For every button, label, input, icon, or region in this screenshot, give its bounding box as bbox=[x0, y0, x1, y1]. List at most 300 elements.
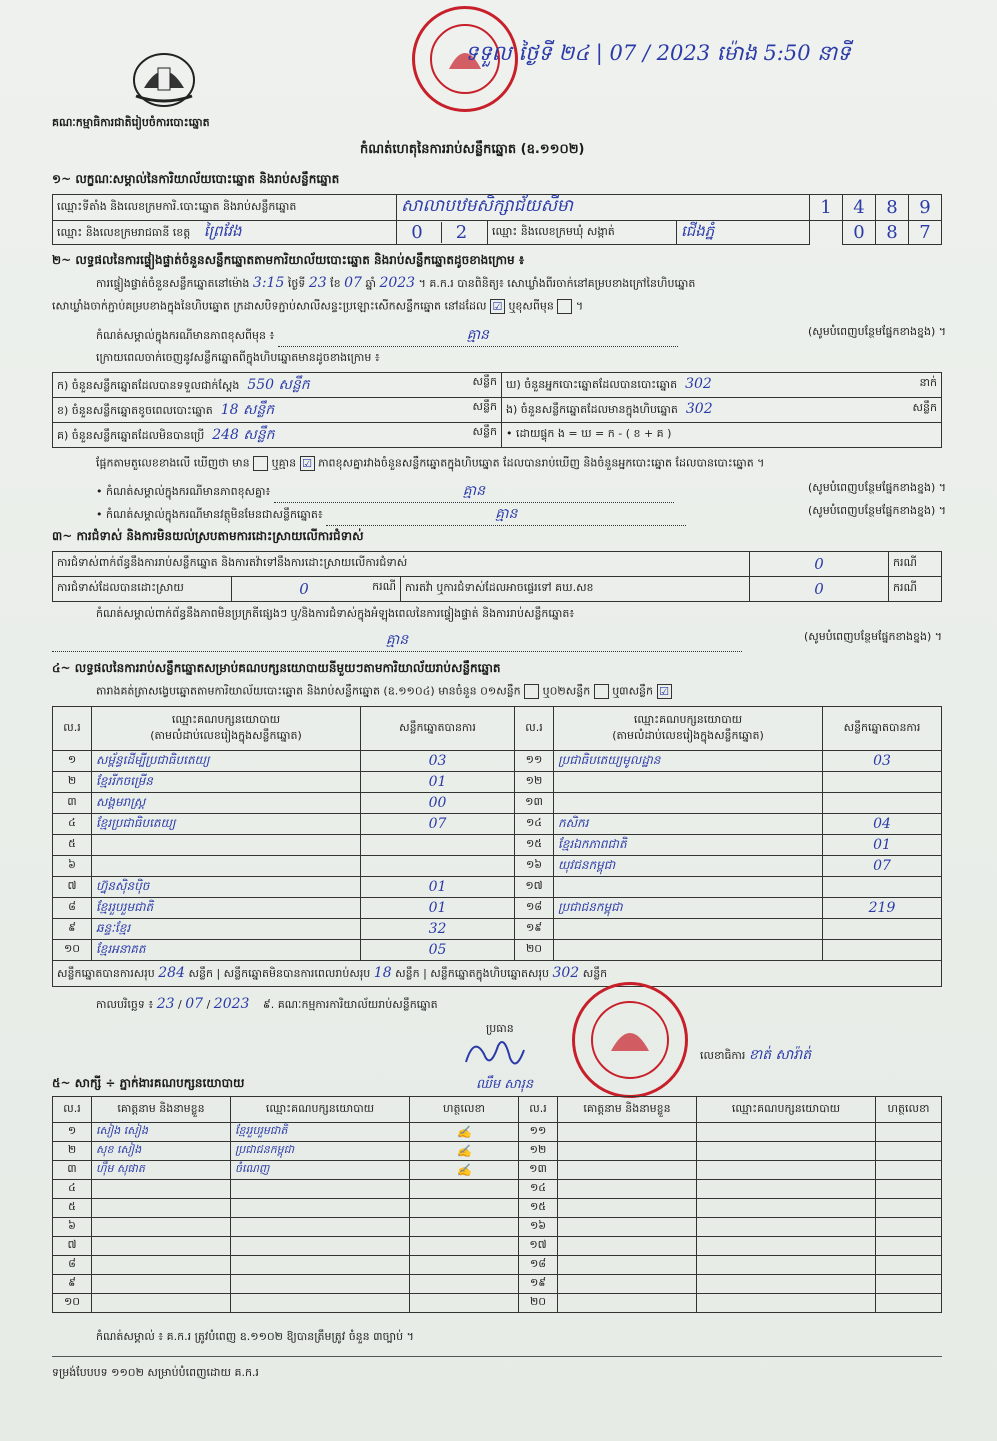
witness-signature bbox=[410, 1218, 519, 1237]
witness-signature: ✍ bbox=[410, 1161, 519, 1180]
no-difference-checkbox[interactable]: ☑ bbox=[300, 456, 315, 471]
witness-name bbox=[92, 1199, 231, 1218]
witness-name bbox=[558, 1275, 697, 1294]
witness-row bbox=[53, 1180, 942, 1199]
has-difference-checkbox[interactable] bbox=[253, 456, 268, 471]
vote-count: 32 bbox=[361, 919, 515, 940]
party-name: ហ្វ៊ុនស៊ិនប៉ិច bbox=[92, 877, 361, 898]
note-value: គ្មាន bbox=[278, 325, 678, 347]
row-number: ១៨ bbox=[515, 898, 554, 919]
count-label: ខ) ចំនួនសន្លឹកឆ្នោតខូចពេលបោះឆ្នោត bbox=[57, 403, 213, 417]
witness-party bbox=[697, 1256, 876, 1275]
total-box-value: 302 bbox=[552, 964, 580, 981]
col-no: ល.រ bbox=[519, 1097, 558, 1123]
unit-label: ករណី bbox=[889, 577, 942, 602]
row-number: ១៧ bbox=[515, 877, 554, 898]
party-name: ប្រជាធិបតេយ្យមូលដ្ឋាន bbox=[554, 751, 823, 772]
witness-row bbox=[53, 1237, 942, 1256]
col-no: ល.រ bbox=[53, 1097, 92, 1123]
table-row bbox=[53, 898, 942, 919]
table-row bbox=[53, 793, 942, 814]
section2-heading: ២~ លទ្ធផលនៃការផ្ទៀងផ្ទាត់ចំនួនសន្លឹកឆ្នោតតាមការិយាល័យបោះឆ្នោត និងរាប់សន្លឹកឆ្នោតដូចខាងក្រោម ៖ bbox=[52, 253, 525, 267]
table-row bbox=[53, 751, 942, 772]
count-label: ង) ចំនួនសន្លឹកឆ្នោតដែលមានក្នុងហិបឆ្នោត bbox=[506, 403, 678, 416]
witness-signature bbox=[410, 1199, 519, 1218]
witness-name bbox=[92, 1256, 231, 1275]
party-name: សង្គមរាស្ត្រ bbox=[92, 793, 361, 814]
province-code bbox=[397, 221, 488, 245]
bullet-label: • កំណត់សម្គាល់ក្នុងករណីមានវត្ថុមិនមែនជាសន្លឹកឆ្នោត៖ bbox=[96, 508, 323, 521]
witness-party bbox=[697, 1294, 876, 1313]
date-label: កាលបរិច្ឆេទ ៖ bbox=[96, 998, 154, 1011]
row-number: ១១ bbox=[519, 1123, 558, 1142]
party-name: ខ្មែរឯកភាពជាតិ bbox=[554, 835, 823, 856]
row-number: ១០ bbox=[53, 1294, 92, 1313]
location-digit: 1 bbox=[810, 195, 843, 221]
row-number: ១៧ bbox=[519, 1237, 558, 1256]
commune-digit: 7 bbox=[909, 221, 942, 245]
verify-day: 23 bbox=[308, 275, 327, 291]
committee-label: ៩. គណៈកម្មការការិយាល័យរាប់សន្លឹកឆ្នោត bbox=[262, 998, 438, 1011]
row-number: ១២ bbox=[515, 772, 554, 793]
province-label: ឈ្មោះ និងលេខក្រមរាជធានី ខេត្ត bbox=[57, 225, 191, 239]
col-party bbox=[92, 707, 361, 751]
fill-hint: (សូមបំពេញបន្ថែមផ្នែកខាងខ្នង) ។ bbox=[803, 630, 942, 643]
row-number: ១២ bbox=[519, 1142, 558, 1161]
witness-party bbox=[231, 1237, 410, 1256]
total-box-label: សន្លឹកឆ្នោតក្នុងហិបឆ្នោតសរុប bbox=[430, 966, 549, 980]
section3-note: កំណត់សម្គាល់ពាក់ព័ន្ធនឹងភាពមិនប្រក្រតីផ្សេងៗ ឬ/និងការជំទាស់ក្នុងអំឡុងពេលនៃការផ្ទៀងផ្ទាត់ និងការរាប់សន្លឹកឆ្នោត៖ bbox=[96, 607, 575, 620]
col-sign: ហត្ថលេខា bbox=[410, 1097, 519, 1123]
witness-row bbox=[53, 1199, 942, 1218]
section5-heading: ៥~ សាក្សី ÷ ភ្នាក់ងារគណបក្សនយោបាយ bbox=[52, 1076, 245, 1090]
total-invalid-value: 18 bbox=[373, 964, 392, 981]
unit-label: សន្លឹក bbox=[582, 966, 608, 980]
nec-emblem-icon bbox=[128, 48, 200, 110]
verify-time: 3:15 bbox=[252, 275, 285, 291]
witness-party bbox=[697, 1123, 876, 1142]
row-number: ១ bbox=[53, 1123, 92, 1142]
witness-row bbox=[53, 1294, 942, 1313]
table-row bbox=[53, 919, 942, 940]
different-checkbox[interactable] bbox=[557, 299, 572, 314]
party-name: សម្ព័ន្ធដើម្បីប្រជាធិបតេយ្យ bbox=[92, 751, 361, 772]
verify-year: 2023 bbox=[379, 275, 416, 291]
vote-count: 01 bbox=[823, 835, 942, 856]
verify-text: ថ្ងៃទី bbox=[287, 277, 306, 290]
secretary-name: ខាត់ សារ៉ាត់ bbox=[748, 1047, 812, 1063]
row-number: ១១ bbox=[515, 751, 554, 772]
witness-name: សៀង សៀង bbox=[92, 1123, 231, 1142]
witness-party bbox=[231, 1275, 410, 1294]
col-no: ល.រ bbox=[515, 707, 554, 751]
count-right bbox=[502, 373, 942, 398]
note-line bbox=[96, 325, 946, 347]
row-number: ១៥ bbox=[519, 1199, 558, 1218]
witness-party bbox=[697, 1161, 876, 1180]
witness-party bbox=[697, 1142, 876, 1161]
witness-name bbox=[558, 1199, 697, 1218]
resolved-number: 0 bbox=[299, 580, 309, 598]
vote-count bbox=[823, 772, 942, 793]
verification-line bbox=[96, 275, 695, 293]
row-number: ១ bbox=[53, 751, 92, 772]
unit-label: ករណី bbox=[889, 552, 942, 577]
verify-month: 07 bbox=[344, 275, 362, 291]
witness-name bbox=[558, 1218, 697, 1237]
section3-heading: ៣~ ការជំទាស់ និងការមិនយល់ស្របតាមការដោះស្រាយលើការជំទាស់ bbox=[52, 529, 364, 543]
witness-name bbox=[92, 1237, 231, 1256]
row-number: ១៩ bbox=[515, 919, 554, 940]
row-number: ១៤ bbox=[515, 814, 554, 835]
table-row bbox=[53, 835, 942, 856]
unit-label: សន្លឹក bbox=[395, 966, 420, 980]
total-valid-label: សន្លឹកឆ្នោតបានការសរុប bbox=[57, 966, 155, 980]
row-number: ៩ bbox=[53, 1275, 92, 1294]
witness-party bbox=[231, 1218, 410, 1237]
col-votes: សន្លឹកឆ្នោតបានការ bbox=[823, 707, 942, 751]
two-sheet-checkbox[interactable] bbox=[594, 684, 609, 699]
objection-value: 0 bbox=[750, 552, 889, 577]
unit-label: ករណី bbox=[372, 580, 396, 593]
count-label: • ដោយផ្ទុក ង = ឃ = ក - ( ខ + គ ) bbox=[506, 427, 672, 440]
witness-name bbox=[558, 1256, 697, 1275]
forwarded-value: 0 bbox=[750, 577, 889, 602]
count-right bbox=[502, 423, 942, 448]
row-number: ៣ bbox=[53, 1161, 92, 1180]
table-row bbox=[53, 856, 942, 877]
date-year: 2023 bbox=[213, 996, 250, 1012]
witness-name bbox=[558, 1142, 697, 1161]
section1-table bbox=[52, 194, 942, 245]
intro-text: តារាងគត់ត្រាសង្ខេបឆ្នោតតាមការិយាល័យបោះឆ្នោត និងរាប់សន្លឹកឆ្នោត (ឧ.១១០៤) មានចំនួន ០១សន្លឹក bbox=[96, 684, 521, 698]
row-number: ១៣ bbox=[515, 793, 554, 814]
witness-party bbox=[697, 1180, 876, 1199]
count-left bbox=[53, 423, 502, 448]
count-row bbox=[53, 423, 942, 448]
witness-name bbox=[558, 1237, 697, 1256]
col-party: ឈ្មោះគណបក្សនយោបាយ bbox=[697, 1097, 876, 1123]
seal-text: ឬខុសពីមុន bbox=[508, 299, 554, 313]
fill-hint: (សូមបំពេញបន្ថែមផ្នែកខាងខ្នង) ។ bbox=[807, 325, 946, 338]
same-checkbox[interactable]: ☑ bbox=[490, 299, 505, 314]
three-sheet-checkbox[interactable]: ☑ bbox=[657, 684, 672, 699]
witness-signature bbox=[876, 1123, 942, 1142]
witness-signature bbox=[410, 1294, 519, 1313]
witness-row bbox=[53, 1142, 942, 1161]
one-sheet-checkbox[interactable] bbox=[524, 684, 539, 699]
unit-label: សន្លឹក bbox=[188, 966, 213, 980]
section4-heading: ៤~ លទ្ធផលនៃការរាប់សន្លឹកឆ្នោតសម្រាប់គណបក្សនយោបាយនីមួយៗតាមការិយាល័យរាប់សន្លឹកឆ្នោត bbox=[52, 661, 501, 675]
col-party-sub: (តាមលំដាប់លេខរៀងក្នុងសន្លឹកឆ្នោត) bbox=[612, 728, 764, 742]
forwarded-label: ការតវ៉ា ឬការជំទាស់ដែលអាចផ្ទេរទៅ គឃ.សខ bbox=[401, 577, 750, 602]
totals-row: សន្លឹកឆ្នោតបានការសរុប 284 សន្លឹក | សន្លឹកឆ្នោតមិនបានការពេលរាប់សរុប 18 សន្លឹក | សន្លឹកឆ្នោតក្នុងហិបឆ្នោតសរុប 302 សន្លឹក bbox=[53, 961, 942, 987]
objection-table bbox=[52, 551, 942, 602]
date-month: 07 bbox=[185, 996, 204, 1012]
witness-signature bbox=[876, 1294, 942, 1313]
vote-count bbox=[361, 856, 515, 877]
vote-count: 01 bbox=[361, 772, 515, 793]
compare-text: ភាពខុសគ្នារវាងចំនួនសន្លឹកឆ្នោតក្នុងហិបឆ្នោត ដែលបានរាប់ឃើញ និងចំនួនអ្នកបោះឆ្នោត ដែលបានបោះឆ្នោត ។ bbox=[318, 456, 765, 470]
receipt-note: ទទួល ថ្ងៃទី ២៤ | 07 / 2023 ម៉ោង 5:50 នាទី bbox=[465, 41, 851, 65]
compare-text: ផ្អែកតាមតួលេខខាងលើ ឃើញថា មាន bbox=[96, 456, 250, 470]
row-number: ២០ bbox=[519, 1294, 558, 1313]
unit-label: នាក់ bbox=[919, 376, 937, 389]
row-number: ៩ bbox=[53, 919, 92, 940]
witness-signature: ✍ bbox=[410, 1123, 519, 1142]
col-party-title: ឈ្មោះគណបក្សនយោបាយ bbox=[171, 712, 281, 726]
party-name: ខ្មែររីកចម្រើន bbox=[92, 772, 361, 793]
witness-signature bbox=[876, 1237, 942, 1256]
party-name bbox=[92, 835, 361, 856]
party-name bbox=[554, 940, 823, 961]
witness-name bbox=[558, 1294, 697, 1313]
vote-count: 07 bbox=[823, 856, 942, 877]
province-value: ព្រៃវែង bbox=[203, 221, 242, 240]
vote-count bbox=[823, 877, 942, 898]
col-no: ល.រ bbox=[53, 707, 92, 751]
table-row bbox=[53, 814, 942, 835]
seal-line bbox=[52, 299, 583, 316]
witness-name: សុខ សៀង bbox=[92, 1142, 231, 1161]
witness-signature bbox=[876, 1161, 942, 1180]
row-number: ២ bbox=[53, 1142, 92, 1161]
party-name: ឆន្ទៈខ្មែរ bbox=[92, 919, 361, 940]
intro-text: ឬ០២សន្លឹក bbox=[542, 684, 591, 698]
count-value: 18 សន្លឹក bbox=[220, 401, 275, 418]
col-party bbox=[554, 707, 823, 751]
row-number: ៧ bbox=[53, 877, 92, 898]
witness-signature bbox=[876, 1199, 942, 1218]
location-label: ឈ្មោះទីតាំង និងលេខក្រមការិ.បោះឆ្នោត និងរាប់សន្លឹកឆ្នោត bbox=[53, 195, 397, 221]
seal-text: ។ bbox=[575, 299, 584, 313]
vote-count: 07 bbox=[361, 814, 515, 835]
party-name: ខ្មែរអនាគត bbox=[92, 940, 361, 961]
official-stamp-bottom bbox=[572, 982, 688, 1098]
commune-label: ឈ្មោះ និងលេខក្រមឃុំ សង្កាត់ bbox=[488, 221, 677, 245]
witness-party bbox=[697, 1218, 876, 1237]
vote-count bbox=[823, 793, 942, 814]
row-number: ៦ bbox=[53, 856, 92, 877]
party-name bbox=[554, 919, 823, 940]
total-invalid-label: សន្លឹកឆ្នោតមិនបានការពេលរាប់សរុប bbox=[223, 966, 371, 980]
party-name: ខ្មែររួបរួមជាតិ bbox=[92, 898, 361, 919]
witness-party bbox=[231, 1256, 410, 1275]
count-label: គ) ចំនួនសន្លឹកឆ្នោតដែលមិនបានប្រើ bbox=[57, 428, 205, 442]
row-number: ៨ bbox=[53, 1256, 92, 1275]
row-number: ៤ bbox=[53, 1180, 92, 1199]
row-number: ២ bbox=[53, 772, 92, 793]
witness-name bbox=[92, 1180, 231, 1199]
witness-signature bbox=[410, 1275, 519, 1294]
party-name bbox=[554, 877, 823, 898]
row-number: ១៩ bbox=[519, 1275, 558, 1294]
compare-text: ឬគ្មាន bbox=[271, 456, 297, 470]
objection-label: ការជំទាស់ពាក់ព័ន្ធនឹងការរាប់សន្លឹកឆ្នោត និងការតវ៉ាទៅនឹងការដោះស្រាយលើការជំទាស់ bbox=[53, 552, 750, 577]
witness-party bbox=[231, 1294, 410, 1313]
witness-name: ហ៊ឹម សុផាត bbox=[92, 1161, 231, 1180]
witness-signature bbox=[876, 1256, 942, 1275]
witness-signature bbox=[876, 1218, 942, 1237]
witness-row bbox=[53, 1123, 942, 1142]
witness-signature bbox=[410, 1180, 519, 1199]
row-number: ៥ bbox=[53, 835, 92, 856]
witness-party: ចំណេញ bbox=[231, 1161, 410, 1180]
footer-text: ទម្រង់បែបបទ ១១០២ សម្រាប់បំពេញដោយ គ.ក.រ bbox=[52, 1366, 259, 1379]
vote-count: 03 bbox=[823, 751, 942, 772]
count-right bbox=[502, 398, 942, 423]
table-row bbox=[53, 940, 942, 961]
count-label: ឃ) ចំនួនអ្នកបោះឆ្នោតដែលបានបោះឆ្នោត bbox=[506, 378, 678, 391]
count-left bbox=[53, 398, 502, 423]
footer-divider bbox=[52, 1356, 942, 1357]
table-row bbox=[53, 772, 942, 793]
row-number: ១៦ bbox=[519, 1218, 558, 1237]
row-number: ១៣ bbox=[519, 1161, 558, 1180]
section3-note-line bbox=[52, 630, 942, 652]
vote-count: 05 bbox=[361, 940, 515, 961]
footnote: កំណត់សម្គាល់ ៖ គ.ក.រ ត្រូវបំពេញ ឧ.១១០២ ឱ្យបានត្រឹមត្រូវ ចំនួន ៣ច្បាប់ ។ bbox=[96, 1330, 414, 1343]
party-name: ខ្មែរប្រជាធិបតេយ្យ bbox=[92, 814, 361, 835]
compare-line bbox=[96, 456, 764, 473]
fill-hint: (សូមបំពេញបន្ថែមផ្នែកខាងខ្នង) ។ bbox=[807, 481, 946, 494]
commune-value: ជើងភ្នំ bbox=[677, 221, 810, 245]
row-number: ៤ bbox=[53, 814, 92, 835]
note-label: កំណត់សម្គាល់ក្នុងករណីមានភាពខុសពីមុន ៖ bbox=[96, 329, 275, 342]
count-row bbox=[53, 373, 942, 398]
witness-name bbox=[92, 1294, 231, 1313]
section4-intro bbox=[96, 684, 672, 701]
resolved-value bbox=[232, 577, 401, 602]
unit-label: សន្លឹក bbox=[472, 374, 497, 388]
count-value: 302 bbox=[685, 401, 713, 417]
witness-party: ប្រជាជនកម្ពុជា bbox=[231, 1142, 410, 1161]
vote-count: 01 bbox=[361, 898, 515, 919]
party-name bbox=[554, 793, 823, 814]
party-name: កសិករ bbox=[554, 814, 823, 835]
col-name: គោត្តនាម និងនាមខ្លួន bbox=[558, 1097, 697, 1123]
witness-name bbox=[558, 1123, 697, 1142]
province-digit: 0 bbox=[411, 222, 423, 243]
chair-label: ប្រធាន bbox=[486, 1022, 514, 1035]
bullet-line-2 bbox=[96, 504, 946, 526]
witness-signature bbox=[876, 1180, 942, 1199]
witness-name bbox=[558, 1161, 697, 1180]
vote-count: 03 bbox=[361, 751, 515, 772]
row-number: ១៥ bbox=[515, 835, 554, 856]
fill-hint: (សូមបំពេញបន្ថែមផ្នែកខាងខ្នង) ។ bbox=[807, 504, 946, 517]
resolved-label: ការជំទាស់ដែលបានដោះស្រាយ bbox=[53, 577, 232, 602]
date-day: 23 bbox=[156, 996, 175, 1012]
witness-signature: ✍ bbox=[410, 1142, 519, 1161]
location-value: សាលាបឋមសិក្សាជ័យសីមា bbox=[397, 195, 810, 221]
unit-label: សន្លឹក bbox=[912, 401, 937, 414]
witness-signature bbox=[876, 1275, 942, 1294]
party-name bbox=[554, 772, 823, 793]
witness-row bbox=[53, 1256, 942, 1275]
chair-name: ឈឹម សារុន bbox=[476, 1077, 534, 1092]
secretary-label: លេខាធិការ bbox=[700, 1049, 746, 1062]
witness-party bbox=[231, 1199, 410, 1218]
witness-name bbox=[92, 1218, 231, 1237]
bullet-label: • កំណត់សម្គាល់ក្នុងករណីមានភាពខុសគ្នា៖ bbox=[96, 485, 271, 498]
section3-note-value: គ្មាន bbox=[52, 630, 742, 652]
vote-count bbox=[823, 940, 942, 961]
vote-count: 01 bbox=[361, 877, 515, 898]
vote-count bbox=[823, 919, 942, 940]
row-number: ៨ bbox=[53, 898, 92, 919]
party-name: ប្រជាជនកម្ពុជា bbox=[554, 898, 823, 919]
unit-label: សន្លឹក bbox=[472, 424, 497, 438]
party-name bbox=[92, 856, 361, 877]
seal-text: សោឃ្លាំងចាក់ភ្ជាប់គម្របខាងក្នុងនៃហិបឆ្នោត ក្រដាសបិទភ្ជាប់សាលីសន្ទះប្រឡោះសើកសន្លឹកឆ្នោត នៅដដែល bbox=[52, 299, 487, 313]
col-party: ឈ្មោះគណបក្សនយោបាយ bbox=[231, 1097, 410, 1123]
witness-party bbox=[697, 1237, 876, 1256]
row-number: ១៨ bbox=[519, 1256, 558, 1275]
verify-text: ការផ្ទៀងផ្ទាត់ចំនួនសន្លឹកឆ្នោតនៅម៉ោង bbox=[96, 277, 250, 290]
location-digit: 9 bbox=[909, 195, 942, 221]
results-table bbox=[52, 706, 942, 987]
table-row bbox=[53, 877, 942, 898]
bullet-value: គ្មាន bbox=[274, 481, 674, 503]
witness-row bbox=[53, 1218, 942, 1237]
witness-party bbox=[697, 1275, 876, 1294]
count-row bbox=[53, 398, 942, 423]
unit-label: សន្លឹក bbox=[472, 399, 497, 413]
section1-heading: ១~ លក្ខណៈសម្គាល់នៃការិយាល័យបោះឆ្នោត និងរាប់សន្លឹកឆ្នោត bbox=[52, 172, 340, 186]
vote-count bbox=[361, 835, 515, 856]
row-number: ៥ bbox=[53, 1199, 92, 1218]
row-number: ៣ bbox=[53, 793, 92, 814]
count-value: 550 សន្លឹក bbox=[247, 376, 310, 393]
witness-table bbox=[52, 1096, 942, 1313]
province-row bbox=[53, 221, 397, 245]
province-digit: 2 bbox=[441, 222, 482, 243]
witness-signature bbox=[410, 1256, 519, 1275]
witness-signature bbox=[410, 1237, 519, 1256]
secretary-line bbox=[700, 1045, 811, 1066]
count-label: ក) ចំនួនសន្លឹកឆ្នោតដែលបានទទួលជាក់ស្តែង bbox=[57, 378, 240, 392]
count-value: 302 bbox=[685, 376, 712, 392]
vote-count: 00 bbox=[361, 793, 515, 814]
location-digit: 8 bbox=[876, 195, 909, 221]
col-party-sub: (តាមលំដាប់លេខរៀងក្នុងសន្លឹកឆ្នោត) bbox=[150, 728, 302, 742]
row-number: ២០ bbox=[515, 940, 554, 961]
chair-signature bbox=[460, 1032, 530, 1076]
vote-count: 04 bbox=[823, 814, 942, 835]
witness-row bbox=[53, 1161, 942, 1180]
witness-name bbox=[92, 1275, 231, 1294]
total-valid-value: 284 bbox=[158, 964, 185, 981]
location-digit: 4 bbox=[843, 195, 876, 221]
witness-party: ខ្មែររួបរួមជាតិ bbox=[231, 1123, 410, 1142]
witness-signature bbox=[876, 1142, 942, 1161]
col-votes: សន្លឹកឆ្នោតបានការ bbox=[361, 707, 515, 751]
count-table bbox=[52, 372, 942, 448]
intro-text: ឬ៣សន្លឹក bbox=[612, 684, 654, 698]
verify-text: ឆ្នាំ bbox=[365, 277, 376, 290]
committee-name: គណៈកម្មាធិការជាតិរៀបចំការបោះឆ្នោត bbox=[52, 116, 210, 129]
commune-digit: 0 bbox=[843, 221, 876, 245]
row-number: ១០ bbox=[53, 940, 92, 961]
col-party-title: ឈ្មោះគណបក្សនយោបាយ bbox=[633, 712, 743, 726]
commune-digit: 8 bbox=[876, 221, 909, 245]
bullet-value: គ្មាន bbox=[326, 504, 686, 526]
row-number: ១៤ bbox=[519, 1180, 558, 1199]
witness-row bbox=[53, 1275, 942, 1294]
witness-name bbox=[558, 1180, 697, 1199]
count-intro: ក្រោយពេលចាក់ចេញនូវសន្លឹកឆ្នោតពីក្នុងហិបឆ្នោតមានដូចខាងក្រោម ៖ bbox=[96, 351, 380, 364]
